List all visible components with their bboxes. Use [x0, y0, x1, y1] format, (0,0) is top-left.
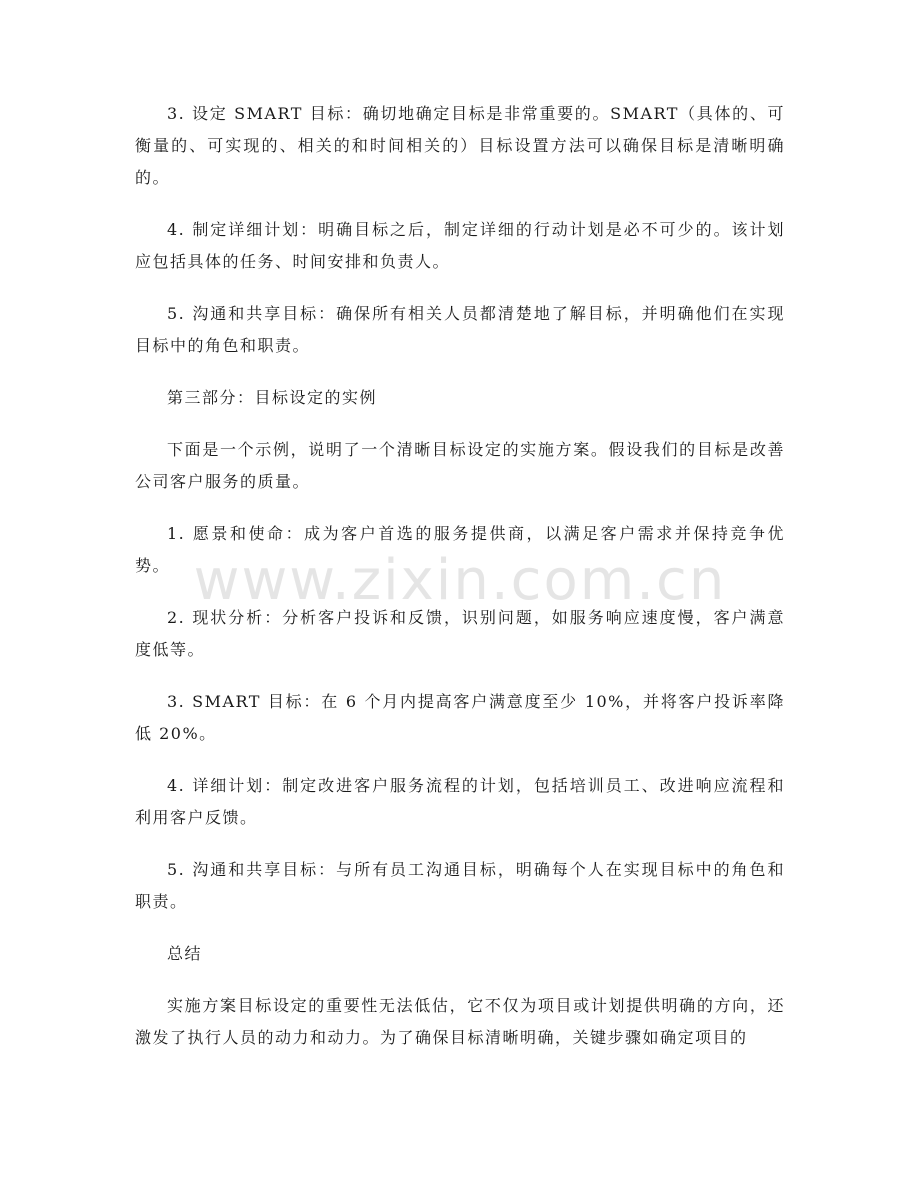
paragraph-summary: 实施方案目标设定的重要性无法低估，它不仅为项目或计划提供明确的方向，还激发了执行人员的动力和动力。为了确保目标清晰明确，关键步骤如确定项目的	[135, 996, 785, 1047]
watermark-text: www.zixin.com.cn	[193, 548, 727, 613]
paragraph-status-analysis: 2. 现状分析：分析客户投诉和反馈，识别问题，如服务响应速度慢，客户满意度低等。	[135, 608, 785, 659]
paragraph-vision-mission: 1. 愿景和使命：成为客户首选的服务提供商，以满足客户需求并保持竞争优势。	[135, 524, 785, 575]
paragraph-detailed-plan: 4. 制定详细计划：明确目标之后，制定详细的行动计划是必不可少的。该计划应包括具体的任务、时间安排和负责人。	[135, 220, 785, 271]
section-heading-part-three: 第三部分：目标设定的实例	[167, 388, 378, 407]
paragraph-example-intro: 下面是一个示例，说明了一个清晰目标设定的实施方案。假设我们的目标是改善公司客户服务的质量。	[135, 440, 785, 491]
paragraph-communicate-example: 5. 沟通和共享目标：与所有员工沟通目标，明确每个人在实现目标中的角色和职责。	[135, 860, 785, 911]
paragraph-smart-goal: 3. 设定 SMART 目标：确切地确定目标是非常重要的。SMART（具体的、可衡量的、可实现的、相关的和时间相关的）目标设置方法可以确保目标是清晰明确的。	[135, 104, 785, 187]
document-body	[135, 98, 785, 1074]
paragraph-detailed-plan-example: 4. 详细计划：制定改进客户服务流程的计划，包括培训员工、改进响应流程和利用客户反馈。	[135, 776, 785, 827]
section-heading-summary: 总结	[167, 944, 203, 963]
paragraph-communicate-goal: 5. 沟通和共享目标：确保所有相关人员都清楚地了解目标，并明确他们在实现目标中的角色和职责。	[135, 304, 785, 355]
paragraph-smart-example: 3. SMART 目标：在 6 个月内提高客户满意度至少 10%，并将客户投诉率降低 20%。	[135, 692, 785, 743]
